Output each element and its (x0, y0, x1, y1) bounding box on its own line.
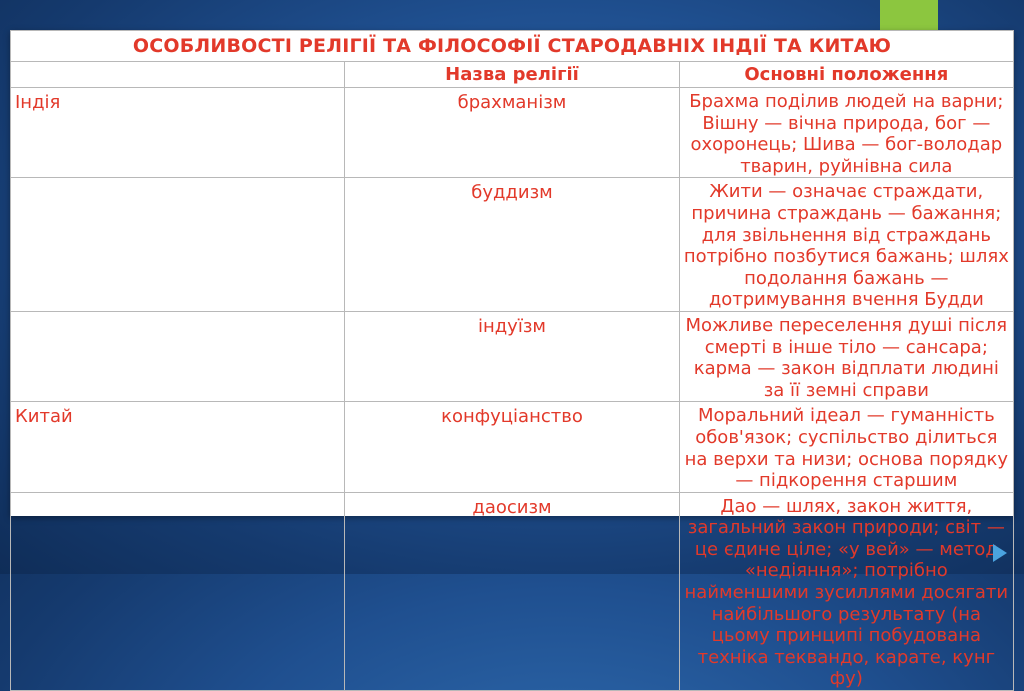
religion-table (10, 30, 1014, 691)
row-principles: Жити — означає страждати, причина страждань — бажання; для звільнення від страждань потрібно позбутися бажань; шлях подолання бажань — дотримування вчення Будди (679, 178, 1013, 312)
table-row (11, 492, 1014, 690)
green-accent-square (880, 0, 938, 30)
title-row (11, 31, 1014, 62)
header-row (11, 62, 1014, 88)
table-row (11, 178, 1014, 312)
header-religion: Назва релігії (345, 62, 679, 88)
row-religion: буддизм (345, 178, 679, 312)
row-religion: даосизм (345, 492, 679, 690)
row-principles: Моральний ідеал — гуманність обов'язок; суспільство ділиться на верхи та низи; основа порядку — підкорення старшим (679, 402, 1013, 492)
table-row (11, 402, 1014, 492)
row-region (11, 492, 345, 690)
row-principles: Дао — шлях, закон життя, загальний закон природи; світ — це єдине ціле; «у вей» — метод «недіяння»; потрібно найменшими зусиллями досягати найбільшого результату (на цьому принципі побудована техніка теквандо, карате, кунг фу) (679, 492, 1013, 690)
row-principles: Можливе переселення душі після смерті в інше тіло — сансара; карма — закон відплати людині за її земні справи (679, 311, 1013, 401)
table-row (11, 311, 1014, 401)
row-region: Китай (11, 402, 345, 492)
row-religion: брахманізм (345, 88, 679, 178)
row-religion: конфуціанство (345, 402, 679, 492)
row-religion: індуїзм (345, 311, 679, 401)
header-principles: Основні положення (679, 62, 1013, 88)
header-region (11, 62, 345, 88)
row-region (11, 311, 345, 401)
row-region: Індія (11, 88, 345, 178)
row-region (11, 178, 345, 312)
table-row (11, 88, 1014, 178)
play-arrow-icon[interactable] (993, 544, 1007, 562)
slide-card (10, 30, 1014, 690)
row-principles: Брахма поділив людей на варни; Вішну — вічна природа, бог — охоронець; Шива — бог-володар тварин, руйнівна сила (679, 88, 1013, 178)
table-title: ОСОБЛИВОСТІ РЕЛІГІЇ ТА ФІЛОСОФІЇ СТАРОДАВНІХ ІНДІЇ ТА КИТАЮ (11, 31, 1014, 62)
